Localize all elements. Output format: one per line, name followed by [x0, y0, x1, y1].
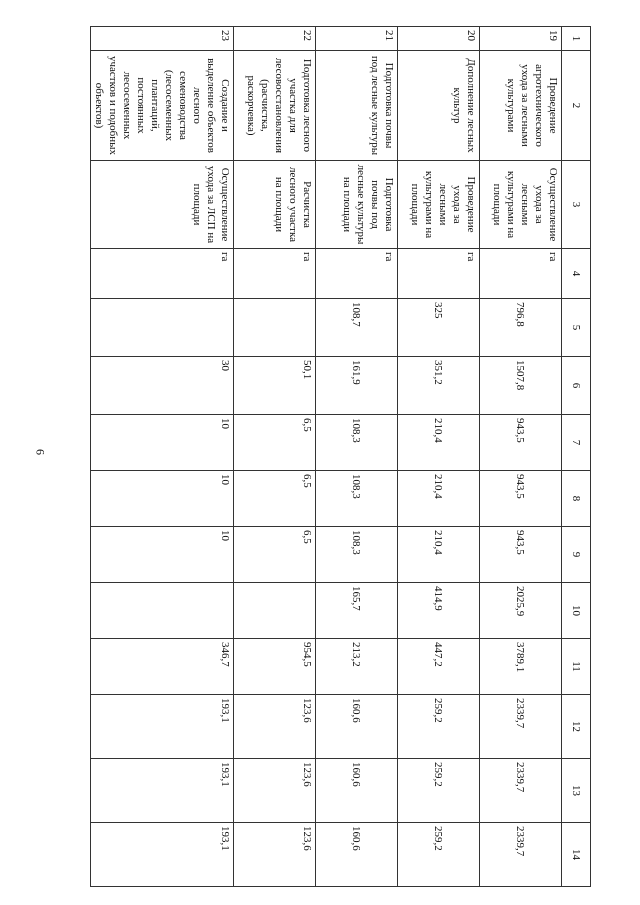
value-col-13: 123,6 — [234, 759, 316, 823]
header-cell: 4 — [562, 249, 591, 299]
value-col-11: 954,5 — [234, 639, 316, 695]
value-col-14: 193,1 — [91, 823, 234, 887]
value-col-5: 325 — [398, 299, 480, 357]
header-cell: 2 — [562, 51, 591, 161]
header-cell: 14 — [562, 823, 591, 887]
activity-description: Проведение ухода за лесными культурами на площади — [398, 161, 480, 249]
table-row — [316, 27, 398, 887]
value-col-7: 6,5 — [234, 415, 316, 471]
value-col-13: 160,6 — [316, 759, 398, 823]
value-col-6: 50,1 — [234, 357, 316, 415]
table-row — [398, 27, 480, 887]
value-col-9: 943,5 — [480, 527, 562, 583]
value-col-10: 2025,9 — [480, 583, 562, 639]
page-number: 6 — [33, 449, 48, 455]
activity-description: Подготовка почвы под лесные культуры на площади — [316, 161, 398, 249]
value-col-8: 943,5 — [480, 471, 562, 527]
header-cell: 8 — [562, 471, 591, 527]
row-number: 20 — [398, 27, 480, 51]
measure-name: Дополнение лесных культур — [398, 51, 480, 161]
row-number: 22 — [234, 27, 316, 51]
value-col-11: 447,2 — [398, 639, 480, 695]
value-col-6: 30 — [91, 357, 234, 415]
value-col-7: 943,5 — [480, 415, 562, 471]
activity-description: Расчистка лесного участка на площади — [234, 161, 316, 249]
value-col-9: 6,5 — [234, 527, 316, 583]
forestry-activities-table — [90, 26, 591, 887]
value-col-7: 108,3 — [316, 415, 398, 471]
header-cell: 11 — [562, 639, 591, 695]
value-col-9: 210,4 — [398, 527, 480, 583]
header-cell: 6 — [562, 357, 591, 415]
value-col-14: 259,2 — [398, 823, 480, 887]
value-col-14: 2339,7 — [480, 823, 562, 887]
unit: га — [316, 249, 398, 299]
value-col-12: 160,6 — [316, 695, 398, 759]
measure-name: Создание и выделение объектов лесного семеноводства (лесосеменных плантаций, постоянных лесосеменных участков и подобных объектов) — [91, 51, 234, 161]
activity-description: Осуществление ухода за лесными культурами на площади — [480, 161, 562, 249]
value-col-7: 10 — [91, 415, 234, 471]
header-cell: 10 — [562, 583, 591, 639]
row-number: 19 — [480, 27, 562, 51]
value-col-13: 259,2 — [398, 759, 480, 823]
header-cell: 12 — [562, 695, 591, 759]
value-col-11: 3789,1 — [480, 639, 562, 695]
value-col-11: 213,2 — [316, 639, 398, 695]
value-col-10 — [91, 583, 234, 639]
value-col-5 — [234, 299, 316, 357]
value-col-9: 10 — [91, 527, 234, 583]
value-col-9: 108,3 — [316, 527, 398, 583]
header-cell: 7 — [562, 415, 591, 471]
unit: га — [91, 249, 234, 299]
header-cell: 5 — [562, 299, 591, 357]
activity-description: Осуществление ухода за ЛСП на площади — [91, 161, 234, 249]
table-row — [234, 27, 316, 887]
value-col-12: 123,6 — [234, 695, 316, 759]
value-col-5: 108,7 — [316, 299, 398, 357]
header-cell: 3 — [562, 161, 591, 249]
value-col-14: 123,6 — [234, 823, 316, 887]
value-col-7: 210,4 — [398, 415, 480, 471]
value-col-12: 2339,7 — [480, 695, 562, 759]
unit: га — [398, 249, 480, 299]
value-col-10 — [234, 583, 316, 639]
measure-name: Проведение агротехнического ухода за лесными культурами — [480, 51, 562, 161]
value-col-11: 346,7 — [91, 639, 234, 695]
value-col-13: 2339,7 — [480, 759, 562, 823]
value-col-8: 108,3 — [316, 471, 398, 527]
value-col-6: 161,9 — [316, 357, 398, 415]
value-col-6: 1507,8 — [480, 357, 562, 415]
measure-name: Подготовка лесного участка для лесовосстановления (расчистка, раскорчевка) — [234, 51, 316, 161]
value-col-8: 210,4 — [398, 471, 480, 527]
header-cell: 9 — [562, 527, 591, 583]
value-col-5 — [91, 299, 234, 357]
unit: га — [234, 249, 316, 299]
value-col-13: 193,1 — [91, 759, 234, 823]
header-row — [562, 27, 591, 887]
value-col-12: 193,1 — [91, 695, 234, 759]
value-col-10: 414,9 — [398, 583, 480, 639]
value-col-12: 259,2 — [398, 695, 480, 759]
row-number: 21 — [316, 27, 398, 51]
value-col-6: 351,2 — [398, 357, 480, 415]
header-cell: 1 — [562, 27, 591, 51]
table-row — [91, 27, 234, 887]
row-number: 23 — [91, 27, 234, 51]
unit: га — [480, 249, 562, 299]
value-col-8: 6,5 — [234, 471, 316, 527]
table-row — [480, 27, 562, 887]
header-cell: 13 — [562, 759, 591, 823]
measure-name: Подготовка почвы под лесные культуры — [316, 51, 398, 161]
value-col-5: 796,8 — [480, 299, 562, 357]
value-col-8: 10 — [91, 471, 234, 527]
rotated-table-container — [83, 26, 591, 886]
value-col-10: 165,7 — [316, 583, 398, 639]
value-col-14: 160,6 — [316, 823, 398, 887]
